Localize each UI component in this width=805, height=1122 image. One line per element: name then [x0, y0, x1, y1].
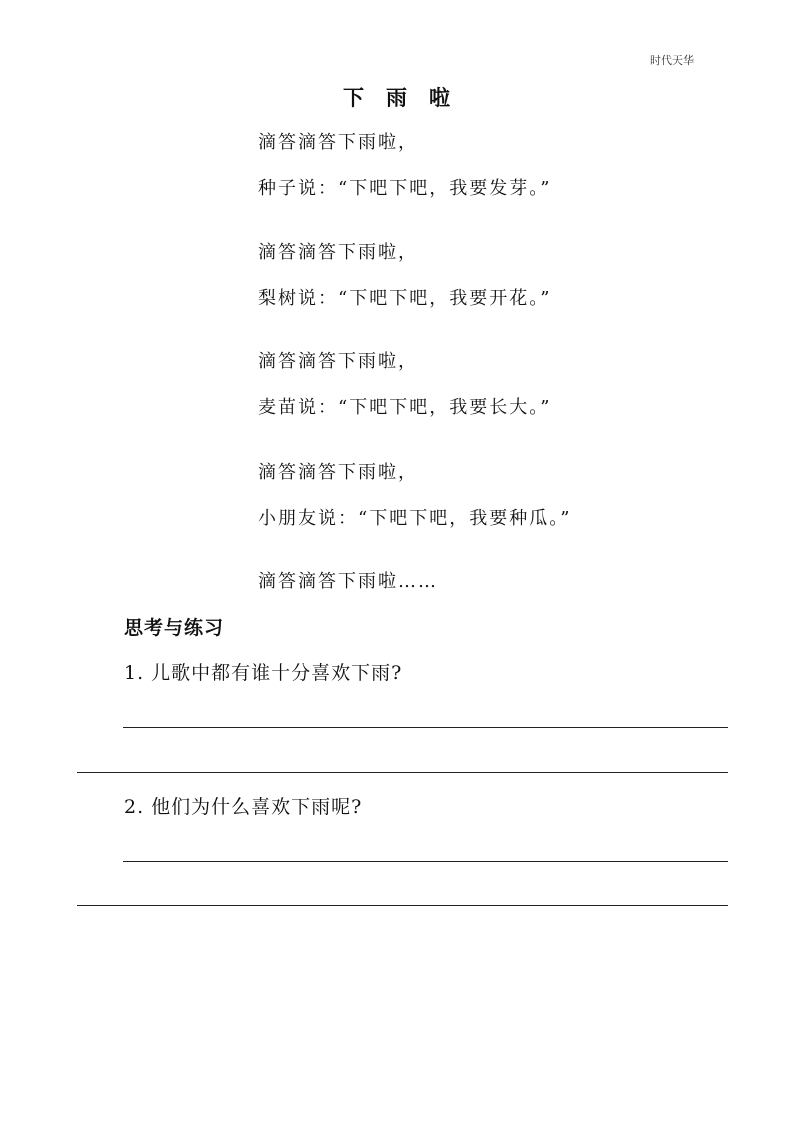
answer-line[interactable]	[77, 772, 728, 773]
poem-line: 种子说：“下吧下吧，我要发芽。”	[258, 178, 552, 199]
answer-line[interactable]	[77, 905, 728, 906]
poem-line: 滴答滴答下雨啦，	[258, 242, 418, 263]
answer-line[interactable]	[123, 727, 728, 728]
poem-line: 滴答滴答下雨啦，	[258, 351, 418, 372]
question-2: 2. 他们为什么喜欢下雨呢?	[124, 796, 363, 818]
exercise-heading: 思考与练习	[124, 617, 225, 639]
poem-line: 滴答滴答下雨啦，	[258, 462, 418, 483]
poem-title-char: 啦	[429, 86, 450, 110]
poem-title	[343, 82, 473, 112]
header-mark: 时代天华	[650, 54, 694, 67]
question-1: 1. 儿歌中都有谁十分喜欢下雨?	[124, 662, 403, 684]
poem-line: 小朋友说：“下吧下吧，我要种瓜。”	[258, 508, 572, 529]
poem-title-char: 雨	[386, 86, 407, 110]
poem-title-char: 下	[343, 86, 364, 110]
poem-line: 麦苗说：“下吧下吧，我要长大。”	[258, 397, 552, 418]
answer-line[interactable]	[123, 861, 728, 862]
poem-line: 梨树说：“下吧下吧，我要开花。”	[258, 288, 552, 309]
poem-line: 滴答滴答下雨啦……	[258, 571, 438, 592]
poem-line: 滴答滴答下雨啦，	[258, 132, 418, 153]
